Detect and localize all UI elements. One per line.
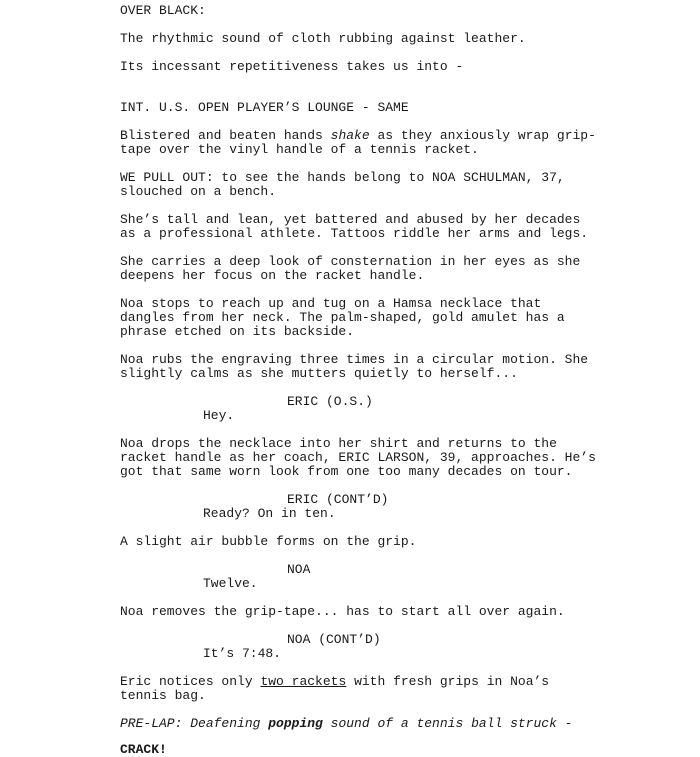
action-line: tennis bag. [120,688,206,703]
action-line: dangles from her neck. The palm-shaped, gold amulet has a [120,310,565,325]
action-line: WE PULL OUT: to see the hands belong to NOA SCHULMAN, 37, [120,170,565,185]
action-line: Noa rubs the engraving three times in a circular motion. She [120,352,589,367]
character-name: NOA [287,562,311,577]
action-line: phrase etched on its backside. [120,324,355,339]
action-line: A slight air bubble forms on the grip. [120,534,417,549]
action-line: She carries a deep look of consternation in her eyes as she [120,254,581,269]
emphasis-popping: popping [268,716,323,731]
dialogue-line: Twelve. [203,576,258,591]
action-line: Noa stops to reach up and tug on a Hamsa necklace that [120,296,542,311]
action-line: deepens her focus on the racket handle. [120,268,425,283]
character-name: ERIC (O.S.) [287,394,373,409]
underlined-two-rackets: two rackets [260,674,347,689]
character-name: ERIC (CONT’D) [287,492,389,507]
emphasis-shake: shake [330,128,370,143]
action-line: Blistered and beaten hands shake as they anxiously wrap grip- [120,128,596,143]
transition-over-black: OVER BLACK: [120,3,206,18]
action-line: Noa drops the necklace into her shirt and returns to the [120,436,557,451]
character-name: NOA (CONT’D) [287,632,381,647]
action-line: got that same worn look from one too many decades on tour. [120,464,573,479]
action-line: racket handle as her coach, ERIC LARSON, 39, approaches. He’s [120,450,596,465]
action-line: Noa removes the grip-tape... has to start all over again. [120,604,565,619]
scene-heading: INT. U.S. OPEN PLAYER’S LOUNGE - SAME [120,100,409,115]
dialogue-line: Ready? On in ten. [203,506,336,521]
action-line: The rhythmic sound of cloth rubbing against leather. [120,31,526,46]
action-line: slightly calms as she mutters quietly to herself... [120,366,518,381]
dialogue-line: Hey. [203,408,235,423]
action-line: She’s tall and lean, yet battered and abused by her decades [120,212,581,227]
pre-lap-line: PRE-LAP: Deafening popping sound of a tennis ball struck - [120,716,573,731]
action-line: as a professional athlete. Tattoos riddle her arms and legs. [120,226,589,241]
action-line: tape over the vinyl handle of a tennis racket. [120,142,479,157]
dialogue-line: It’s 7:48. [203,646,282,661]
action-line: Its incessant repetitiveness takes us into - [120,59,464,74]
sound-effect: CRACK! [120,742,167,757]
action-line: Eric notices only two rackets with fresh grips in Noa’s [120,674,550,689]
action-line: slouched on a bench. [120,184,277,199]
